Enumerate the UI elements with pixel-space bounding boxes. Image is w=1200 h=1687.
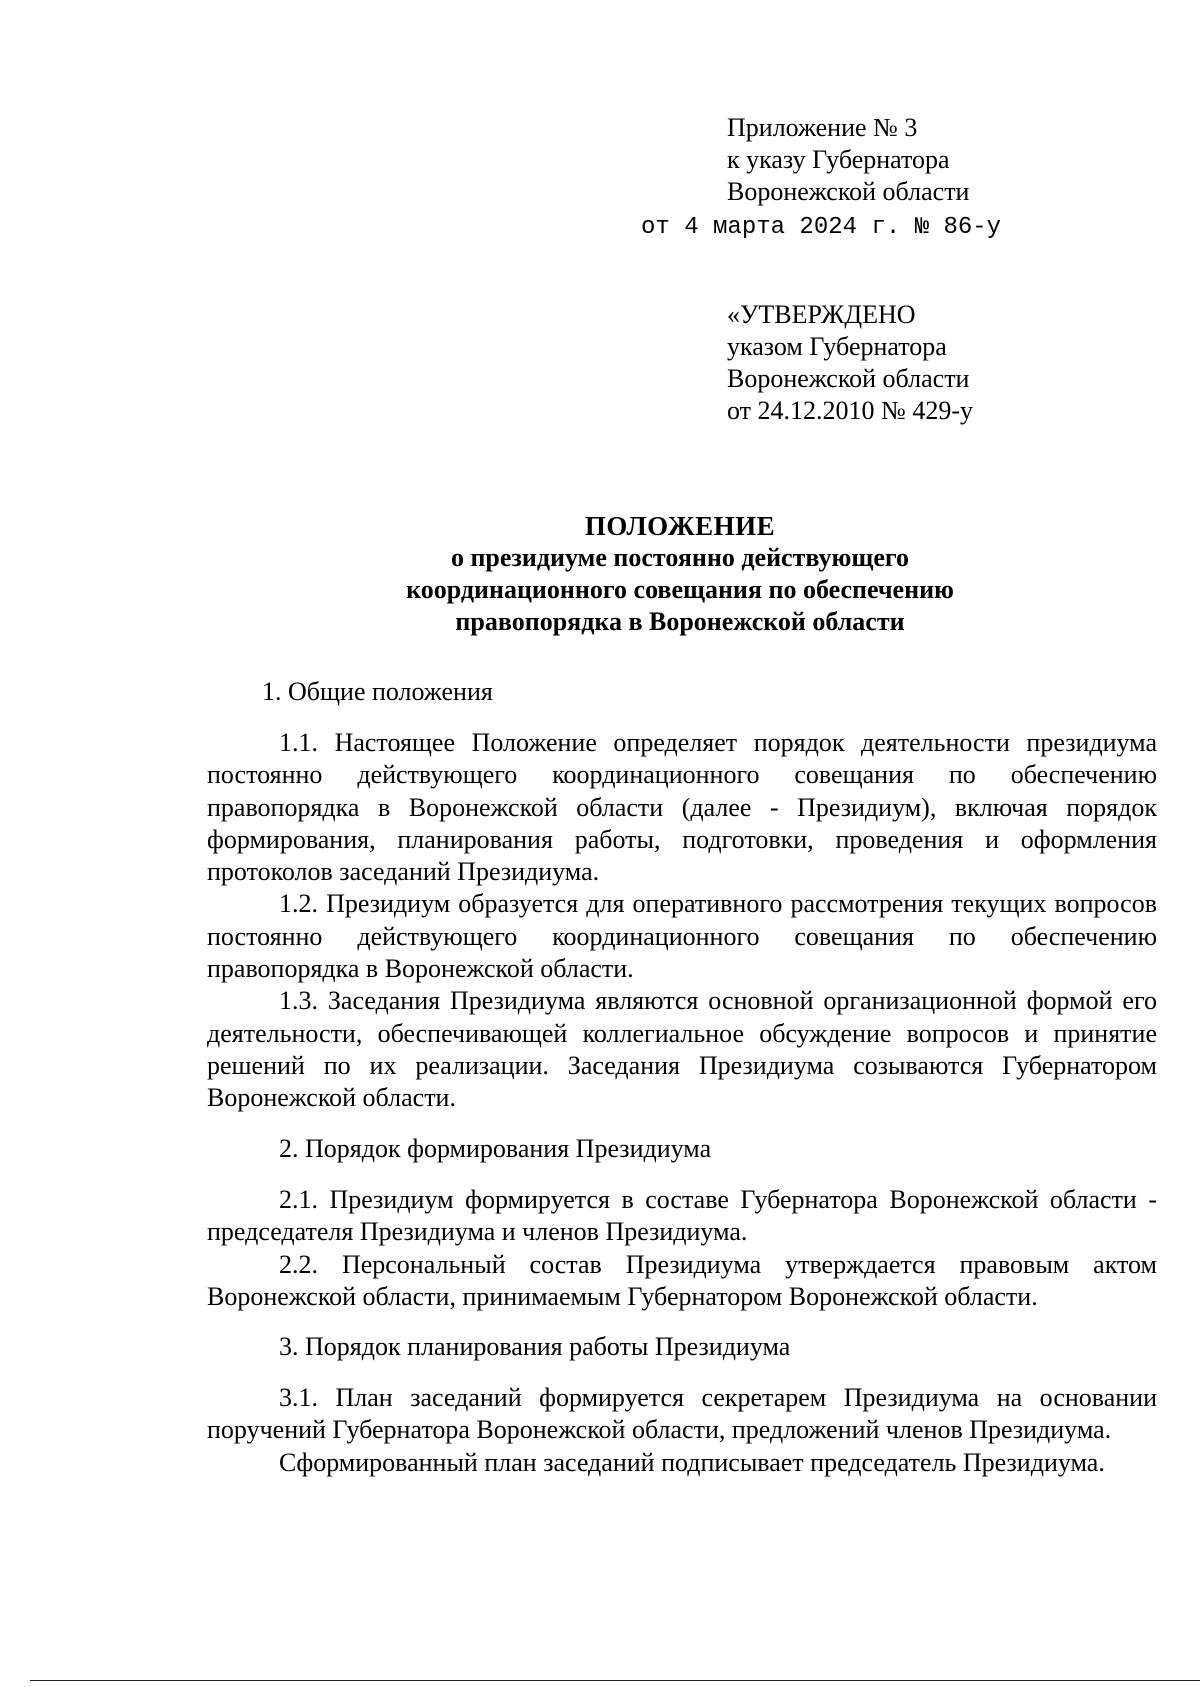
section-3-heading: 3. Порядок планирования работы Президиума bbox=[279, 1332, 791, 1361]
paragraph-3-2: Сформированный план заседаний подписывает председатель Президиума. bbox=[279, 1447, 1105, 1477]
approved-label: «УТВЕРЖДЕНО bbox=[727, 300, 916, 329]
section-2-heading-wrap bbox=[207, 1133, 1157, 1165]
paragraph-1-3: 1.3. Заседания Президиума являются основной организационной формой его деятельности, обеспечивающей коллегиальное обсуждение вопросов и принятие решений по их реализации. Заседания Президиума созываются Губернатором Воронежской области. bbox=[207, 986, 1157, 1113]
section-2-heading: 2. Порядок формирования Президиума bbox=[279, 1134, 712, 1163]
section-1-heading: 1. Общие положения bbox=[262, 677, 493, 706]
section-3-heading-wrap bbox=[207, 1331, 1157, 1363]
annex-number: Приложение № 3 bbox=[727, 113, 918, 142]
paragraph-1-1: 1.1. Настоящее Положение определяет порядок деятельности президиума постоянно действующего координационного совещания по обеспечению правопорядка в Воронежской области (далее - Президиум), включая порядок формирования, планирования работы, подготовки, проведения и оформления протоколов заседаний Президиума. bbox=[207, 728, 1157, 887]
approved-block bbox=[727, 299, 973, 427]
section-1-heading-wrap bbox=[207, 676, 1157, 708]
annex-decree-ref: к указу Губернатора bbox=[727, 145, 950, 174]
title-main: ПОЛОЖЕНИЕ bbox=[584, 511, 776, 541]
approved-date: от 24.12.2010 № 429-у bbox=[727, 396, 973, 425]
approved-by: указом Губернатора bbox=[727, 332, 947, 361]
paragraph-2-1: 2.1. Президиум формируется в составе Губернатора Воронежской области - председателя Президиума и членов Президиума. bbox=[207, 1185, 1157, 1247]
document-title bbox=[200, 510, 1160, 638]
bottom-divider bbox=[30, 1680, 1200, 1681]
paragraph-3-1: 3.1. План заседаний формируется секретарем Президиума на основании поручений Губернатора Воронежской области, предложений членов Президиума. bbox=[207, 1383, 1157, 1445]
approved-region: Воронежской области bbox=[727, 364, 970, 393]
title-line-2: координационного совещания по обеспечению bbox=[406, 575, 954, 604]
section-1-body bbox=[207, 727, 1157, 1115]
paragraph-2-2: 2.2. Персональный состав Президиума утверждается правовым актом Воронежской области, принимаемым Губернатором Воронежской области. bbox=[207, 1249, 1157, 1311]
title-line-1: о президиуме постоянно действующего bbox=[450, 543, 910, 572]
paragraph-1-2: 1.2. Президиум образуется для оперативного рассмотрения текущих вопросов постоянно действующего координационного совещания по обеспечению правопорядка в Воронежской области. bbox=[207, 889, 1157, 984]
annex-header bbox=[727, 112, 969, 208]
annex-region: Воронежской области bbox=[727, 177, 970, 206]
annex-date-stamp: от 4 марта 2024 г. № 86-у bbox=[641, 214, 1002, 241]
section-3-body bbox=[207, 1382, 1157, 1479]
section-2-body bbox=[207, 1184, 1157, 1313]
title-line-3: правопорядка в Воронежской области bbox=[455, 607, 905, 636]
